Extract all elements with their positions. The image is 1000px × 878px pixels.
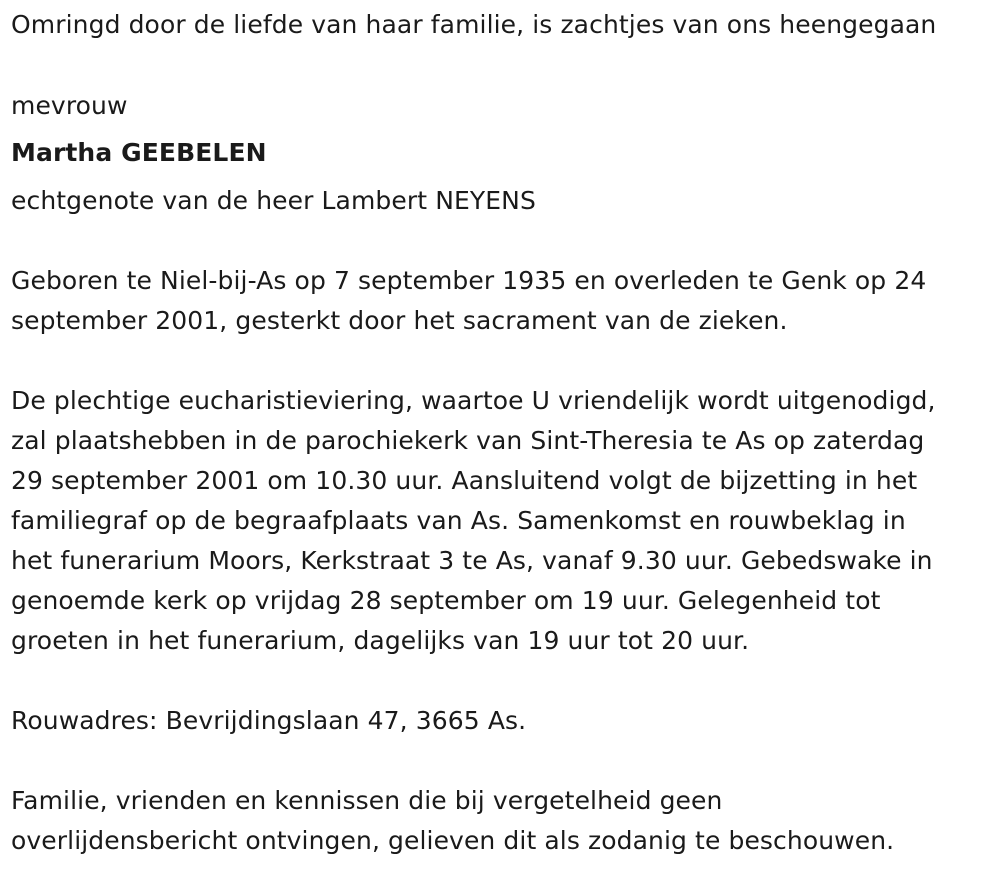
paragraph-line: het funerarium Moors, Kerkstraat 3 te As, vanaf 9.30 uur. Gebedswake in <box>11 546 933 575</box>
paragraph-line: zal plaatshebben in de parochiekerk van Sint-Theresia te As op zaterdag <box>11 426 925 455</box>
deceased-name: Martha GEEBELEN <box>11 138 267 167</box>
birth-death-paragraph <box>11 261 996 341</box>
paragraph-line: De plechtige eucharistieviering, waartoe U vriendelijk wordt uitgenodigd, <box>11 386 936 415</box>
paragraph-line: Familie, vrienden en kennissen die bij vergetelheid geen <box>11 786 723 815</box>
paragraph-line: september 2001, gesterkt door het sacrament van de zieken. <box>11 306 788 335</box>
paragraph-line: 29 september 2001 om 10.30 uur. Aansluitend volgt de bijzetting in het <box>11 466 918 495</box>
paragraph-line: groeten in het funerarium, dagelijks van 19 uur tot 20 uur. <box>11 626 750 655</box>
spouse-text: echtgenote van de heer Lambert NEYENS <box>11 186 536 215</box>
title-prefix: mevrouw <box>11 91 128 120</box>
intro-text: Omringd door de liefde van haar familie, is zachtjes van ons heengegaan <box>11 10 937 39</box>
paragraph-line: familiegraf op de begraafplaats van As. Samenkomst en rouwbeklag in <box>11 506 906 535</box>
closing-paragraph <box>11 781 996 861</box>
mourning-address: Rouwadres: Bevrijdingslaan 47, 3665 As. <box>11 706 527 735</box>
ceremony-paragraph <box>11 381 996 661</box>
paragraph-line: overlijdensbericht ontvingen, gelieven dit als zodanig te beschouwen. <box>11 826 895 855</box>
paragraph-line: Geboren te Niel-bij-As op 7 september 1935 en overleden te Genk op 24 <box>11 266 927 295</box>
paragraph-line: genoemde kerk op vrijdag 28 september om 19 uur. Gelegenheid tot <box>11 586 881 615</box>
